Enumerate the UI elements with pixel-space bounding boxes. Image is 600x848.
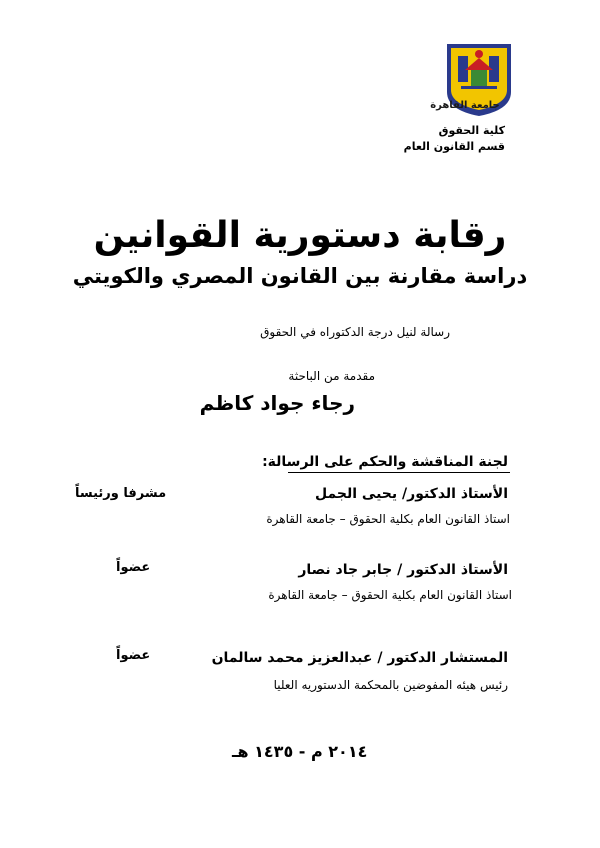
presented-by-label: مقدمة من الباحثة (288, 369, 375, 383)
committee-member-description: استاذ القانون العام بكلية الحقوق – جامعة القاهرة (268, 588, 512, 602)
committee-member-name: الأستاذ الدكتور/ يحيى الجمل (315, 486, 508, 502)
author-name: رجاء جواد كاظم (199, 391, 355, 415)
committee-heading: لجنة المناقشة والحكم على الرسالة: (262, 454, 508, 470)
committee-member-role: عضواً (116, 648, 151, 663)
committee-member-name: الأستاذ الدكتور / جابر جاد نصار (298, 562, 508, 578)
committee-member-role: مشرفا ورئيساً (75, 486, 167, 501)
thesis-title: رقابة دستورية القوانين (93, 215, 507, 256)
logo-caption: جامعة القاهرة (430, 100, 500, 111)
committee-member-name: المستشار الدكتور / عبدالعزيز محمد سالمان (211, 650, 508, 666)
committee-member-role: عضواً (116, 560, 151, 575)
committee-member-description: رئيس هيئه المفوضين بالمحكمة الدستوريه العليا (273, 678, 508, 692)
department-name: قسم القانون العام (403, 140, 505, 153)
committee-heading-underline (288, 472, 510, 473)
degree-statement: رسالة لنيل درجة الدكتوراه في الحقوق (260, 325, 450, 339)
committee-member-description: استاذ القانون العام بكلية الحقوق – جامعة القاهرة (266, 512, 510, 526)
faculty-name: كلية الحقوق (438, 124, 505, 137)
thesis-date: ٢٠١٤ م - ١٤٣٥ هـ (232, 742, 368, 761)
thesis-subtitle: دراسة مقارنة بين القانون المصري والكويتي (72, 264, 528, 288)
